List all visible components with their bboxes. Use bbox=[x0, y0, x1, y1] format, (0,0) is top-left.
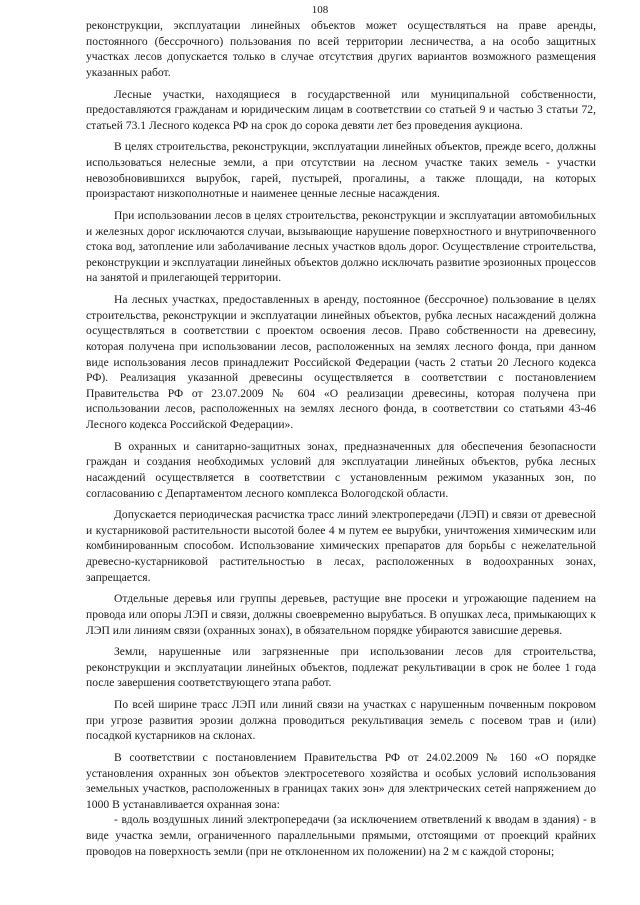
paragraph-protective-zones: В охранных и санитарно-защитных зонах, предназначенных для обеспечения безопасности граждан и создания необходимых условий для эксплуатации линейных объектов, рубка лесных насаждений осуществляется в соответствии с установленным режимом указанных зон, по согласованию с Департаментом лесного комплекса Вологодской области. bbox=[86, 439, 596, 500]
paragraph-timber-rights: На лесных участках, предоставленных в аренду, постоянное (бессрочное) пользование в целях строительства, реконструкции и эксплуатации линейных объектов, рубка лесных насаждений должна осуществляться в соответствии с проектом освоения лесов. Право собственности на древесину, которая получена при использовании лесов, расположенных на землях лесного фонда, при данном виде использования лесов принадлежит Российской Федерации (часть 2 статьи 20 Лесного кодекса РФ). Реализация указанной древесины осуществляется в соответствии с постановлением Правительства РФ от 23.07.2009 № 604 «О реализации древесины, которая получена при использовании лесов, расположенных на землях лесного фонда, в соответствии со статьями 43-46 Лесного кодекса Российской Федерации». bbox=[86, 293, 596, 431]
paragraph-nonforest-land: В целях строительства, реконструкции, эксплуатации линейных объектов, прежде всего, должны использоваться нелесные земли, а при отсутствии на лесном участке таких земель - участки невозобновившихся вырубок, гарей, пустырей, прогалины, а также площади, на которых произрастают низкополнотные и наименее ценные лесные насаждения. bbox=[86, 140, 596, 201]
paragraph-dangerous-trees: Отдельные деревья или группы деревьев, растущие вне просеки и угрожающие падением на провода или опоры ЛЭП и связи, должны своевременно вырубаться. В опушках леса, примыкающих к ЛЭП или линиям связи (охранных зонах), в обязательном порядке убираются зависшие деревья. bbox=[86, 592, 596, 637]
paragraph-roads: При использовании лесов в целях строительства, реконструкции и эксплуатации автомобильных и железных дорог исключаются случаи, вызывающие нарушение поверхностного и внутрипочвенного стока вод, затопление или заболачивание лесных участков вдоль дорог. Осуществление строительства, реконструкции и эксплуатации линейных объектов должно исключать развитие эрозионных процессов на занятой и прилегающей территории. bbox=[86, 208, 596, 285]
paragraph-land-ownership: Лесные участки, находящиеся в государственной или муниципальной собственности, предоставляются гражданам и юридическим лицам в соответствии со статьей 9 и частью 3 статьи 72, статьей 73.1 Лесного кодекса РФ на срок до сорока девяти лет без проведения аукциона. bbox=[86, 87, 596, 132]
paragraph-continuation: реконструкции, эксплуатации линейных объектов может осуществляться на праве аренды, постоянного (бессрочного) пользования по всей территории лесничества, а на особо защитных участках лесов допускается только в случае отсутствия других вариантов возможного размещения указанных работ. bbox=[86, 19, 596, 79]
page-number: 108 bbox=[311, 4, 329, 16]
paragraph-power-line-zone: - вдоль воздушных линий электропередачи (за исключением ответвлений к вводам в здания) - в виде участка земли, ограниченного параллельными прямыми, отстоящими от проекций крайних проводов на поверхность земли (при не отклоненном их положении) на 2 м с каждой стороны; bbox=[86, 813, 596, 858]
paragraph-government-decree: В соответствии с постановлением Правительства РФ от 24.02.2009 № 160 «О порядке установления охранных зон объектов электросетевого хозяйства и особых условий использования земельных участков, расположенных в границах таких зон» для электрических сетей напряжением до 1000 В устанавливается охранная зона: bbox=[86, 750, 596, 811]
paragraph-line-clearing: Допускается периодическая расчистка трасс линий электропередачи (ЛЭП) и связи от древесной и кустарниковой растительности высотой более 4 м путем ее вырубки, уничтожения химическим или комбинированным способом. Использование химических препаратов для борьбы с нежелательной древесно-кустарниковой растительностью в лесах, расположенных в водоохранных зонах, запрещается. bbox=[86, 508, 596, 584]
document-body bbox=[86, 18, 596, 859]
paragraph-reclamation: Земли, нарушенные или загрязненные при использовании лесов для строительства, реконструкции и эксплуатации линейных объектов, подлежат рекультивации в срок не более 1 года после завершения соответствующего этапа работ. bbox=[86, 645, 596, 690]
paragraph-erosion: По всей ширине трасс ЛЭП или линий связи на участках с нарушенным почвенным покровом при угрозе развития эрозии должна проводиться рекультивация земель с посевом трав и (или) посадкой кустарников на склонах. bbox=[86, 698, 596, 743]
